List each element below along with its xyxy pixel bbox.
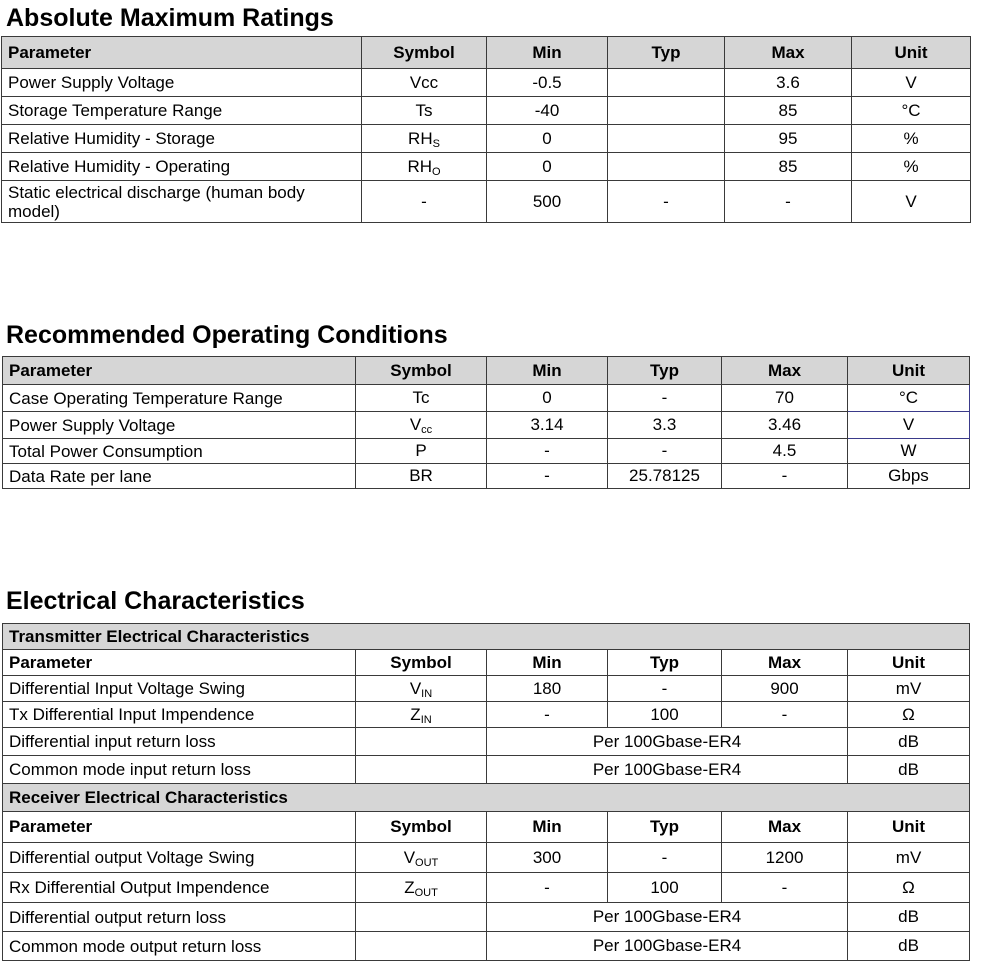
cell-unit: V <box>848 412 970 439</box>
cell-symbol: BR <box>356 464 487 489</box>
abs-max-ratings-title: Absolute Maximum Ratings <box>6 4 334 32</box>
cell-symbol: Ts <box>362 97 487 125</box>
header-symbol: Symbol <box>356 812 487 843</box>
table-row <box>3 843 970 873</box>
cell-unit: dB <box>848 756 970 784</box>
cell-parameter: Differential output Voltage Swing <box>3 843 356 873</box>
cell-parameter: Tx Differential Input Impendence <box>3 702 356 728</box>
cell-typ: 25.78125 <box>608 464 722 489</box>
cell-max: - <box>722 702 848 728</box>
cell-symbol: Vcc <box>362 69 487 97</box>
cell-unit: Gbps <box>848 464 970 489</box>
header-max: Max <box>722 812 848 843</box>
cell-typ <box>608 125 725 153</box>
header-parameter: Parameter <box>3 650 356 676</box>
cell-min: - <box>487 873 608 903</box>
cell-typ <box>608 97 725 125</box>
cell-unit: % <box>852 125 971 153</box>
rec-operating-title: Recommended Operating Conditions <box>6 321 448 349</box>
cell-max: 1200 <box>722 843 848 873</box>
cell-parameter: Differential input return loss <box>3 728 356 756</box>
cell-parameter: Differential Input Voltage Swing <box>3 676 356 702</box>
table-row <box>3 728 970 756</box>
cell-max: 3.46 <box>722 412 848 439</box>
cell-typ: - <box>608 181 725 223</box>
cell-symbol: $RH_S$ <box>362 125 487 153</box>
cell-min: 180 <box>487 676 608 702</box>
cell-parameter: Relative Humidity - Operating <box>2 153 362 181</box>
cell-max: 85 <box>725 153 852 181</box>
cell-symbol <box>356 903 487 932</box>
cell-min: 300 <box>487 843 608 873</box>
cell-symbol <box>356 728 487 756</box>
cell-min: 500 <box>487 181 608 223</box>
electrical-table <box>2 623 970 961</box>
header-max: Max <box>725 37 852 69</box>
header-typ: Typ <box>608 37 725 69</box>
table-row <box>3 439 970 464</box>
cell-unit: W <box>848 439 970 464</box>
header-typ: Typ <box>608 650 722 676</box>
table-row <box>2 69 971 97</box>
rx-group-row <box>3 784 970 812</box>
cell-typ: - <box>608 385 722 412</box>
header-typ: Typ <box>608 357 722 385</box>
cell-parameter: Power Supply Voltage <box>2 69 362 97</box>
rec-operating-table <box>2 356 970 489</box>
cell-unit: % <box>852 153 971 181</box>
cell-parameter: Static electrical discharge (human body model) <box>2 181 362 223</box>
header-symbol: Symbol <box>356 357 487 385</box>
header-max: Max <box>722 650 848 676</box>
cell-symbol: $V_{IN}$ <box>356 676 487 702</box>
cell-typ: - <box>608 843 722 873</box>
cell-symbol: $V_{OUT}$ <box>356 843 487 873</box>
header-min: Min <box>487 812 608 843</box>
cell-spanned-value: Per 100Gbase-ER4 <box>487 932 848 961</box>
cell-max: 95 <box>725 125 852 153</box>
cell-min: -0.5 <box>487 69 608 97</box>
cell-min: 0 <box>487 153 608 181</box>
cell-max: - <box>722 464 848 489</box>
table-row <box>3 385 970 412</box>
table-row <box>3 702 970 728</box>
cell-parameter: Common mode input return loss <box>3 756 356 784</box>
table-row <box>2 97 971 125</box>
table-row <box>3 903 970 932</box>
cell-symbol: Tc <box>356 385 487 412</box>
rx-group-label: Receiver Electrical Characteristics <box>3 784 970 812</box>
table-row <box>3 932 970 961</box>
cell-parameter: Data Rate per lane <box>3 464 356 489</box>
header-symbol: Symbol <box>362 37 487 69</box>
table-row <box>3 464 970 489</box>
table-row <box>3 412 970 439</box>
header-unit: Unit <box>848 812 970 843</box>
cell-parameter: Differential output return loss <box>3 903 356 932</box>
cell-unit: °C <box>852 97 971 125</box>
cell-max: 70 <box>722 385 848 412</box>
electrical-title: Electrical Characteristics <box>6 587 305 615</box>
cell-max: - <box>722 873 848 903</box>
cell-symbol: $Z_{OUT}$ <box>356 873 487 903</box>
cell-unit: Ω <box>848 702 970 728</box>
table-row <box>2 153 971 181</box>
cell-symbol: $Z_{IN}$ <box>356 702 487 728</box>
table-row <box>2 125 971 153</box>
abs-max-ratings-table <box>1 36 971 223</box>
cell-min: -40 <box>487 97 608 125</box>
cell-parameter: Power Supply Voltage <box>3 412 356 439</box>
cell-parameter: Storage Temperature Range <box>2 97 362 125</box>
cell-symbol: $V_{cc}$ <box>356 412 487 439</box>
cell-parameter: Relative Humidity - Storage <box>2 125 362 153</box>
cell-typ: - <box>608 676 722 702</box>
table-row <box>3 873 970 903</box>
cell-unit: V <box>852 181 971 223</box>
table-row <box>2 181 971 223</box>
header-typ: Typ <box>608 812 722 843</box>
header-max: Max <box>722 357 848 385</box>
cell-unit: dB <box>848 903 970 932</box>
cell-typ: 3.3 <box>608 412 722 439</box>
cell-spanned-value: Per 100Gbase-ER4 <box>487 903 848 932</box>
cell-typ <box>608 153 725 181</box>
header-min: Min <box>487 650 608 676</box>
table-header-row <box>2 37 971 69</box>
header-symbol: Symbol <box>356 650 487 676</box>
tx-group-label: Transmitter Electrical Characteristics <box>3 624 970 650</box>
header-min: Min <box>487 37 608 69</box>
cell-unit: dB <box>848 728 970 756</box>
table-row <box>3 756 970 784</box>
header-parameter: Parameter <box>3 812 356 843</box>
header-unit: Unit <box>848 357 970 385</box>
cell-spanned-value: Per 100Gbase-ER4 <box>487 756 848 784</box>
cell-unit: Ω <box>848 873 970 903</box>
cell-min: - <box>487 439 608 464</box>
cell-typ <box>608 69 725 97</box>
cell-parameter: Total Power Consumption <box>3 439 356 464</box>
table-header-row <box>3 650 970 676</box>
cell-typ: 100 <box>608 702 722 728</box>
cell-max: 85 <box>725 97 852 125</box>
cell-max: 3.6 <box>725 69 852 97</box>
cell-typ: 100 <box>608 873 722 903</box>
cell-symbol: $RH_O$ <box>362 153 487 181</box>
header-parameter: Parameter <box>3 357 356 385</box>
cell-min: 3.14 <box>487 412 608 439</box>
cell-unit: mV <box>848 843 970 873</box>
cell-typ: - <box>608 439 722 464</box>
cell-min: 0 <box>487 385 608 412</box>
table-header-row <box>3 812 970 843</box>
cell-unit: V <box>852 69 971 97</box>
cell-parameter: Common mode output return loss <box>3 932 356 961</box>
table-header-row <box>3 357 970 385</box>
cell-symbol: P <box>356 439 487 464</box>
table-row <box>3 676 970 702</box>
cell-min: - <box>487 702 608 728</box>
cell-symbol <box>356 932 487 961</box>
cell-unit: dB <box>848 932 970 961</box>
tx-group-row <box>3 624 970 650</box>
cell-min: 0 <box>487 125 608 153</box>
cell-max: 4.5 <box>722 439 848 464</box>
header-unit: Unit <box>848 650 970 676</box>
cell-parameter: Rx Differential Output Impendence <box>3 873 356 903</box>
cell-unit: °C <box>848 385 970 412</box>
cell-parameter: Case Operating Temperature Range <box>3 385 356 412</box>
cell-max: - <box>725 181 852 223</box>
cell-max: 900 <box>722 676 848 702</box>
header-unit: Unit <box>852 37 971 69</box>
cell-symbol <box>356 756 487 784</box>
cell-unit: mV <box>848 676 970 702</box>
header-min: Min <box>487 357 608 385</box>
cell-symbol: - <box>362 181 487 223</box>
cell-min: - <box>487 464 608 489</box>
cell-spanned-value: Per 100Gbase-ER4 <box>487 728 848 756</box>
header-parameter: Parameter <box>2 37 362 69</box>
